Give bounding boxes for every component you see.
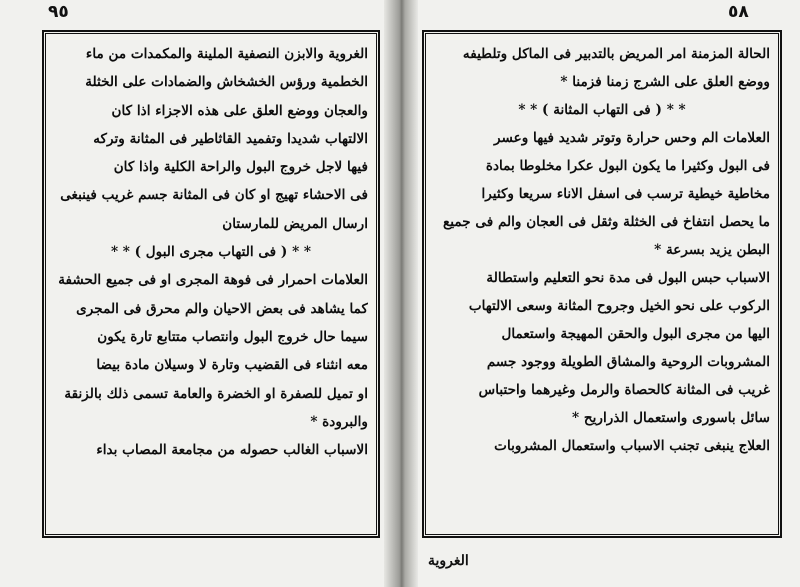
- right-page-text: [434, 40, 770, 460]
- text-line: العلامات الم وحس حرارة وتوتر شديد فيها وعسر: [494, 130, 770, 146]
- text-line: معه انثناء فى القضيب وتارة لا وسيلان مادة بيضا: [96, 357, 368, 374]
- text-line: الخطمية ورؤس الخشخاش والضمادات على الخثلة: [85, 74, 368, 91]
- text-line: سيما حال خروج البول وانتصاب متتابع تارة يكون: [97, 328, 368, 345]
- left-page-text: [54, 40, 368, 464]
- text-line: والعجان ووضع العلق على هذه الاجزاء اذا كان: [111, 102, 368, 119]
- text-line: الركوب على نحو الخيل وجروح المثانة وسعى الالتهاب: [468, 298, 770, 314]
- left-page-number: ٩٥: [48, 2, 69, 22]
- text-line: والبرودة *: [310, 413, 368, 430]
- text-line: غريب فى المثانة كالحصاة والرمل وغيرهما واحتباس: [478, 382, 770, 398]
- text-line: الغروية والابزن النصفية الملينة والمكمدات من ماء: [85, 46, 368, 62]
- right-page-number: ٥٨: [728, 2, 749, 22]
- text-line: العلاج ينبغى تجنب الاسباب واستعمال المشروبات: [494, 438, 770, 454]
- text-line: كما يشاهد فى بعض الاحيان والم محرق فى المجرى: [76, 300, 368, 317]
- text-line: ووضع العلق على الشرج زمنا فزمنا *: [560, 74, 770, 90]
- book-gutter: [384, 0, 418, 587]
- text-line: البطن يزيد بسرعة *: [654, 242, 770, 258]
- text-line: الحالة المزمنة امر المريض بالتدبير فى الماكل وتلطيفه: [462, 46, 770, 62]
- text-line: الاسباب حبس البول فى مدة نحو التعليم واستطالة: [486, 270, 770, 286]
- section-heading: * * ( فى التهاب مجرى البول ) * *: [110, 244, 312, 261]
- text-line: العلامات احمرار فى فوهة المجرى او فى جميع الحشفة: [58, 272, 368, 289]
- text-line: ارسال المريض للمارستان: [222, 215, 368, 232]
- text-line: المشروبات الروحية والمشاق الطويلة ووجود جسم: [486, 354, 770, 370]
- text-line: فى البول وكثيرا ما يكون البول عكرا مخلوطا بمادة: [485, 158, 770, 174]
- text-line: سائل باسورى واستعمال الذراريح *: [572, 410, 770, 426]
- text-line: اليها من مجرى البول والحقن المهيجة واستعمال: [501, 326, 770, 342]
- catchword: الغروية: [428, 553, 469, 569]
- left-page-frame: [42, 30, 380, 538]
- text-line: مخاطية خيطية ترسب فى اسفل الاناء سريعا وكثيرا: [481, 186, 770, 202]
- text-line: ما يحصل انتفاخ فى الخثلة وثقل فى العجان والم فى جميع: [443, 214, 770, 230]
- right-page-frame: [422, 30, 782, 538]
- text-line: فى الاحشاء تهيج او كان فى المثانة جسم غريب فينبغى: [60, 187, 368, 204]
- text-line: الاسباب الغالب حصوله من مجامعة المصاب بداء: [96, 442, 368, 459]
- text-line: او تميل للصفرة او الخضرة والعامة تسمى ذلك بالزنقة: [64, 385, 368, 402]
- section-heading: * * ( فى التهاب المثانة ) * *: [518, 102, 686, 118]
- text-line: فيها لاجل خروج البول والراحة الكلية واذا كان: [113, 159, 368, 176]
- text-line: الالتهاب شديدا وتفميد القاثاطير فى المثانة وتركه: [93, 130, 368, 147]
